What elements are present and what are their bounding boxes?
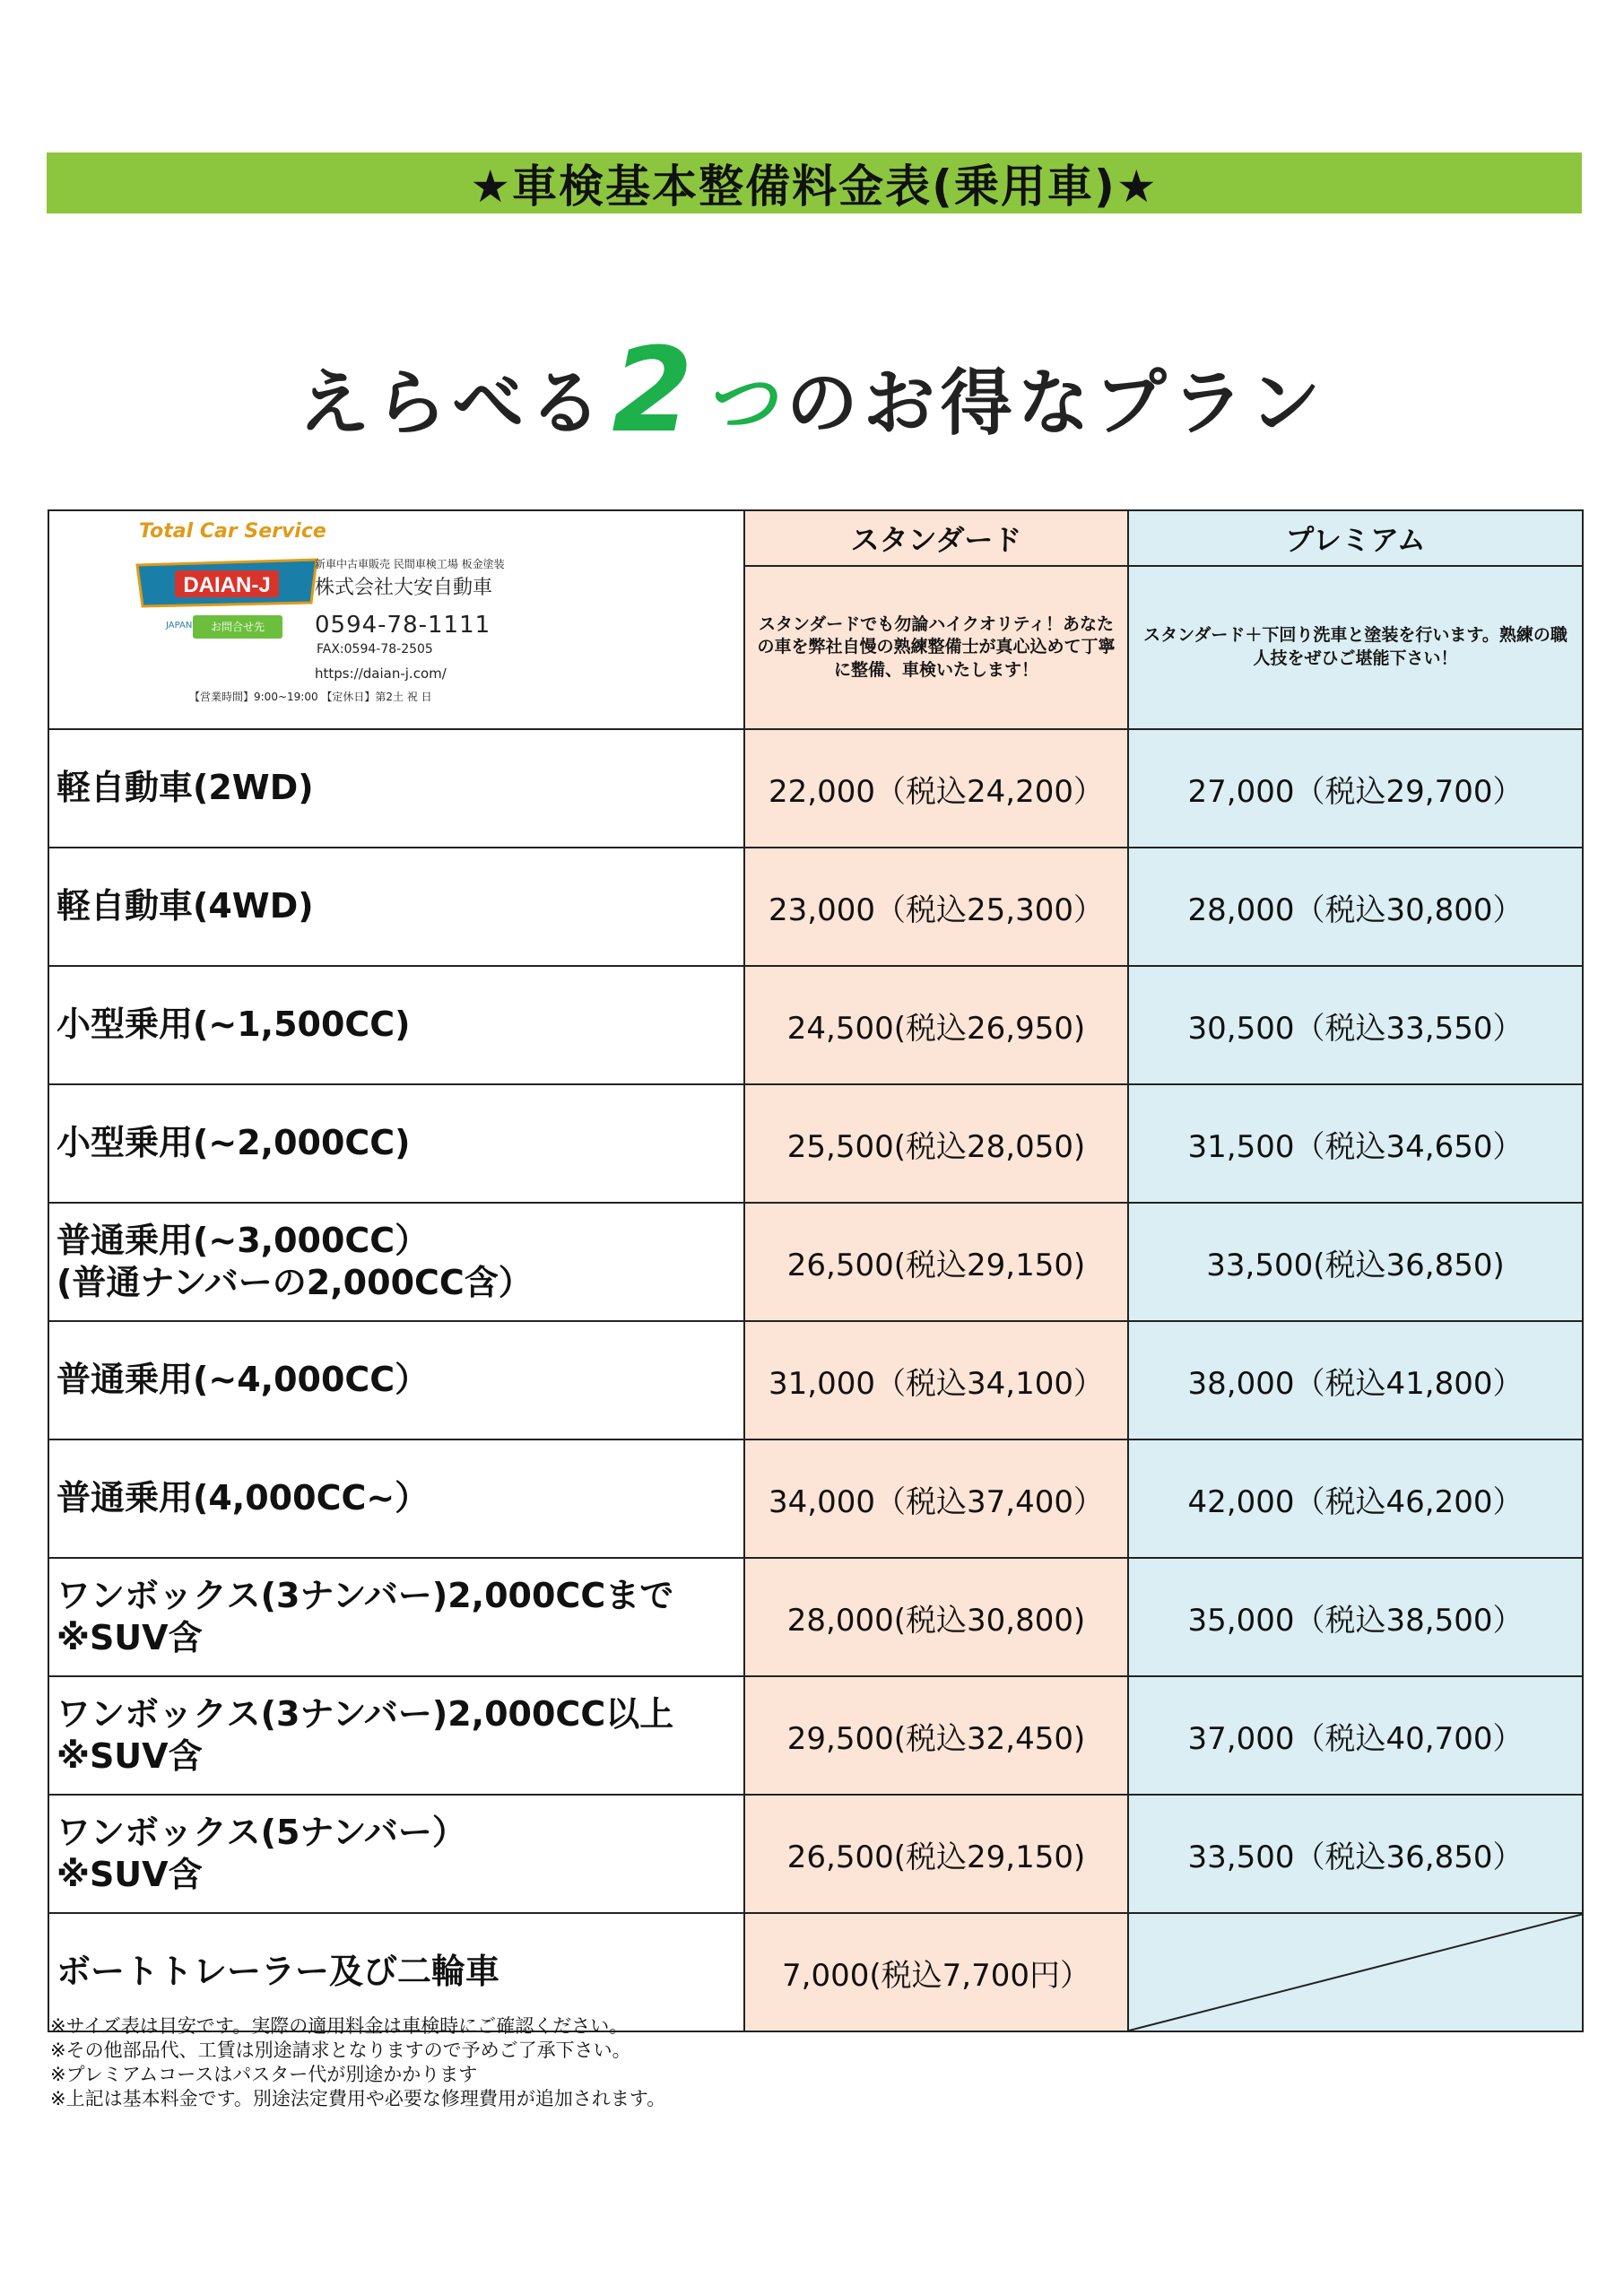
table-row bbox=[48, 1795, 1583, 1913]
premium-price: 37,000（税込40,700） bbox=[1128, 1676, 1583, 1795]
vehicle-category: ワンボックス(3ナンバー)2,000CCまで ※SUV含 bbox=[48, 1558, 744, 1676]
footnote: ※その他部品代、工賃は別途請求となりますので予めご了承下さい。 bbox=[50, 2039, 631, 2061]
company-name: 株式会社大安自動車 bbox=[315, 577, 493, 599]
tagline-number: 2 bbox=[612, 322, 699, 458]
standard-price: 31,000（税込34,100） bbox=[744, 1321, 1128, 1439]
standard-price: 26,500(税込29,150) bbox=[744, 1203, 1128, 1321]
page-title: ★車検基本整備料金表(乗用車)★ bbox=[470, 161, 1159, 213]
vehicle-category: 普通乗用(4,000CC~） bbox=[48, 1439, 744, 1558]
logo-text: DAIAN-J bbox=[183, 573, 271, 597]
company-services: 新車中古車販売 民間車検工場 板金塗装 bbox=[315, 558, 505, 570]
table-row bbox=[48, 966, 1583, 1084]
company-info-cell bbox=[48, 510, 744, 729]
premium-price: 35,000（税込38,500） bbox=[1128, 1558, 1583, 1676]
company-fax: FAX:0594-78-2505 bbox=[317, 642, 433, 657]
standard-price: 29,500(税込32,450) bbox=[744, 1676, 1128, 1795]
standard-price: 7,000(税込7,700円） bbox=[744, 1913, 1128, 2031]
tagline bbox=[0, 305, 1624, 458]
price-table bbox=[48, 509, 1584, 2032]
table-row bbox=[48, 1084, 1583, 1203]
vehicle-category-note: ※SUV含 bbox=[56, 1855, 203, 1894]
standard-price: 24,500(税込26,950) bbox=[744, 966, 1128, 1084]
vehicle-category: 小型乗用(~2,000CC) bbox=[48, 1084, 744, 1203]
company-url[interactable]: https://daian-j.com/ bbox=[315, 665, 447, 682]
standard-plan-header: スタンダード bbox=[744, 510, 1128, 566]
vehicle-category: 軽自動車(4WD) bbox=[48, 848, 744, 966]
standard-plan-desc: スタンダードでも勿論ハイクオリティ！あなたの車を弊社自慢の熟練整備士が真心込めて丁寧に整備、車検いたします！ bbox=[744, 566, 1128, 729]
tagline-tsu: つ bbox=[703, 361, 781, 445]
table-row bbox=[48, 1676, 1583, 1795]
tagline-pre: えらべる bbox=[298, 361, 607, 445]
table-row bbox=[48, 1439, 1583, 1558]
premium-plan-header: プレミアム bbox=[1128, 510, 1583, 566]
standard-price: 25,500(税込28,050) bbox=[744, 1084, 1128, 1203]
company-tel: 0594-78-1111 bbox=[315, 612, 491, 639]
standard-price: 22,000（税込24,200） bbox=[744, 729, 1128, 848]
diagonal-slash bbox=[1129, 1914, 1584, 2031]
vehicle-category: 軽自動車(2WD) bbox=[48, 729, 744, 848]
premium-price: 38,000（税込41,800） bbox=[1128, 1321, 1583, 1439]
premium-price: 30,500（税込33,550） bbox=[1128, 966, 1583, 1084]
vehicle-category: ワンボックス(5ナンバー） ※SUV含 bbox=[48, 1795, 744, 1913]
company-logo bbox=[128, 547, 326, 619]
tagline-post: のお得なプラン bbox=[786, 361, 1326, 445]
standard-price: 28,000(税込30,800) bbox=[744, 1558, 1128, 1676]
table-row bbox=[48, 848, 1583, 966]
table-row bbox=[48, 1203, 1583, 1321]
premium-price: 42,000（税込46,200） bbox=[1128, 1439, 1583, 1558]
table-row bbox=[48, 729, 1583, 848]
premium-price: 33,500（税込36,850） bbox=[1128, 1795, 1583, 1913]
footnotes bbox=[50, 2014, 665, 2111]
table-row bbox=[48, 1321, 1583, 1439]
footnote: ※プレミアムコースはパスター代が別途かかります bbox=[50, 2064, 478, 2085]
vehicle-category: ワンボックス(3ナンバー)2,000CC以上 ※SUV含 bbox=[48, 1676, 744, 1795]
premium-price: 31,500（税込34,650） bbox=[1128, 1084, 1583, 1203]
page-title-banner bbox=[47, 152, 1582, 213]
business-hours: 【営業時間】9:00~19:00 【定休日】第2土 祝 日 bbox=[189, 691, 432, 703]
premium-plan-desc: スタンダード＋下回り洗車と塗装を行います。熟練の職人技をぜひご堪能下さい！ bbox=[1128, 566, 1583, 729]
standard-price: 34,000（税込37,400） bbox=[744, 1439, 1128, 1558]
premium-price: 28,000（税込30,800） bbox=[1128, 848, 1583, 966]
vehicle-category: 普通乗用(~4,000CC） bbox=[48, 1321, 744, 1439]
premium-price: 33,500(税込36,850) bbox=[1128, 1203, 1583, 1321]
vehicle-category-note: ※SUV含 bbox=[56, 1736, 203, 1776]
vehicle-category: 小型乗用(~1,500CC) bbox=[48, 966, 744, 1084]
footnote: ※サイズ表は目安です。実際の適用料金は車検時にご確認ください。 bbox=[50, 2015, 629, 2037]
standard-price: 26,500(税込29,150) bbox=[744, 1795, 1128, 1913]
vehicle-category: 普通乗用(~3,000CC） (普通ナンバーの2,000CC含） bbox=[48, 1203, 744, 1321]
contact-label: お問合せ先 bbox=[193, 615, 282, 639]
premium-price-na bbox=[1128, 1913, 1583, 2031]
standard-price: 23,000（税込25,300） bbox=[744, 848, 1128, 966]
table-row bbox=[48, 1558, 1583, 1676]
vehicle-category-note: ※SUV含 bbox=[56, 1618, 203, 1657]
vehicle-category-note: (普通ナンバーの2,000CC含） bbox=[56, 1263, 533, 1302]
logo-sub-text: JAPAN bbox=[166, 621, 193, 631]
vehicle-category: ボートトレーラー及び二輪車 bbox=[48, 1913, 744, 2031]
logo-script-text: Total Car Service bbox=[139, 520, 326, 543]
premium-price: 27,000（税込29,700） bbox=[1128, 729, 1583, 848]
footnote: ※上記は基本料金です。別途法定費用や必要な修理費用が追加されます。 bbox=[50, 2088, 666, 2109]
